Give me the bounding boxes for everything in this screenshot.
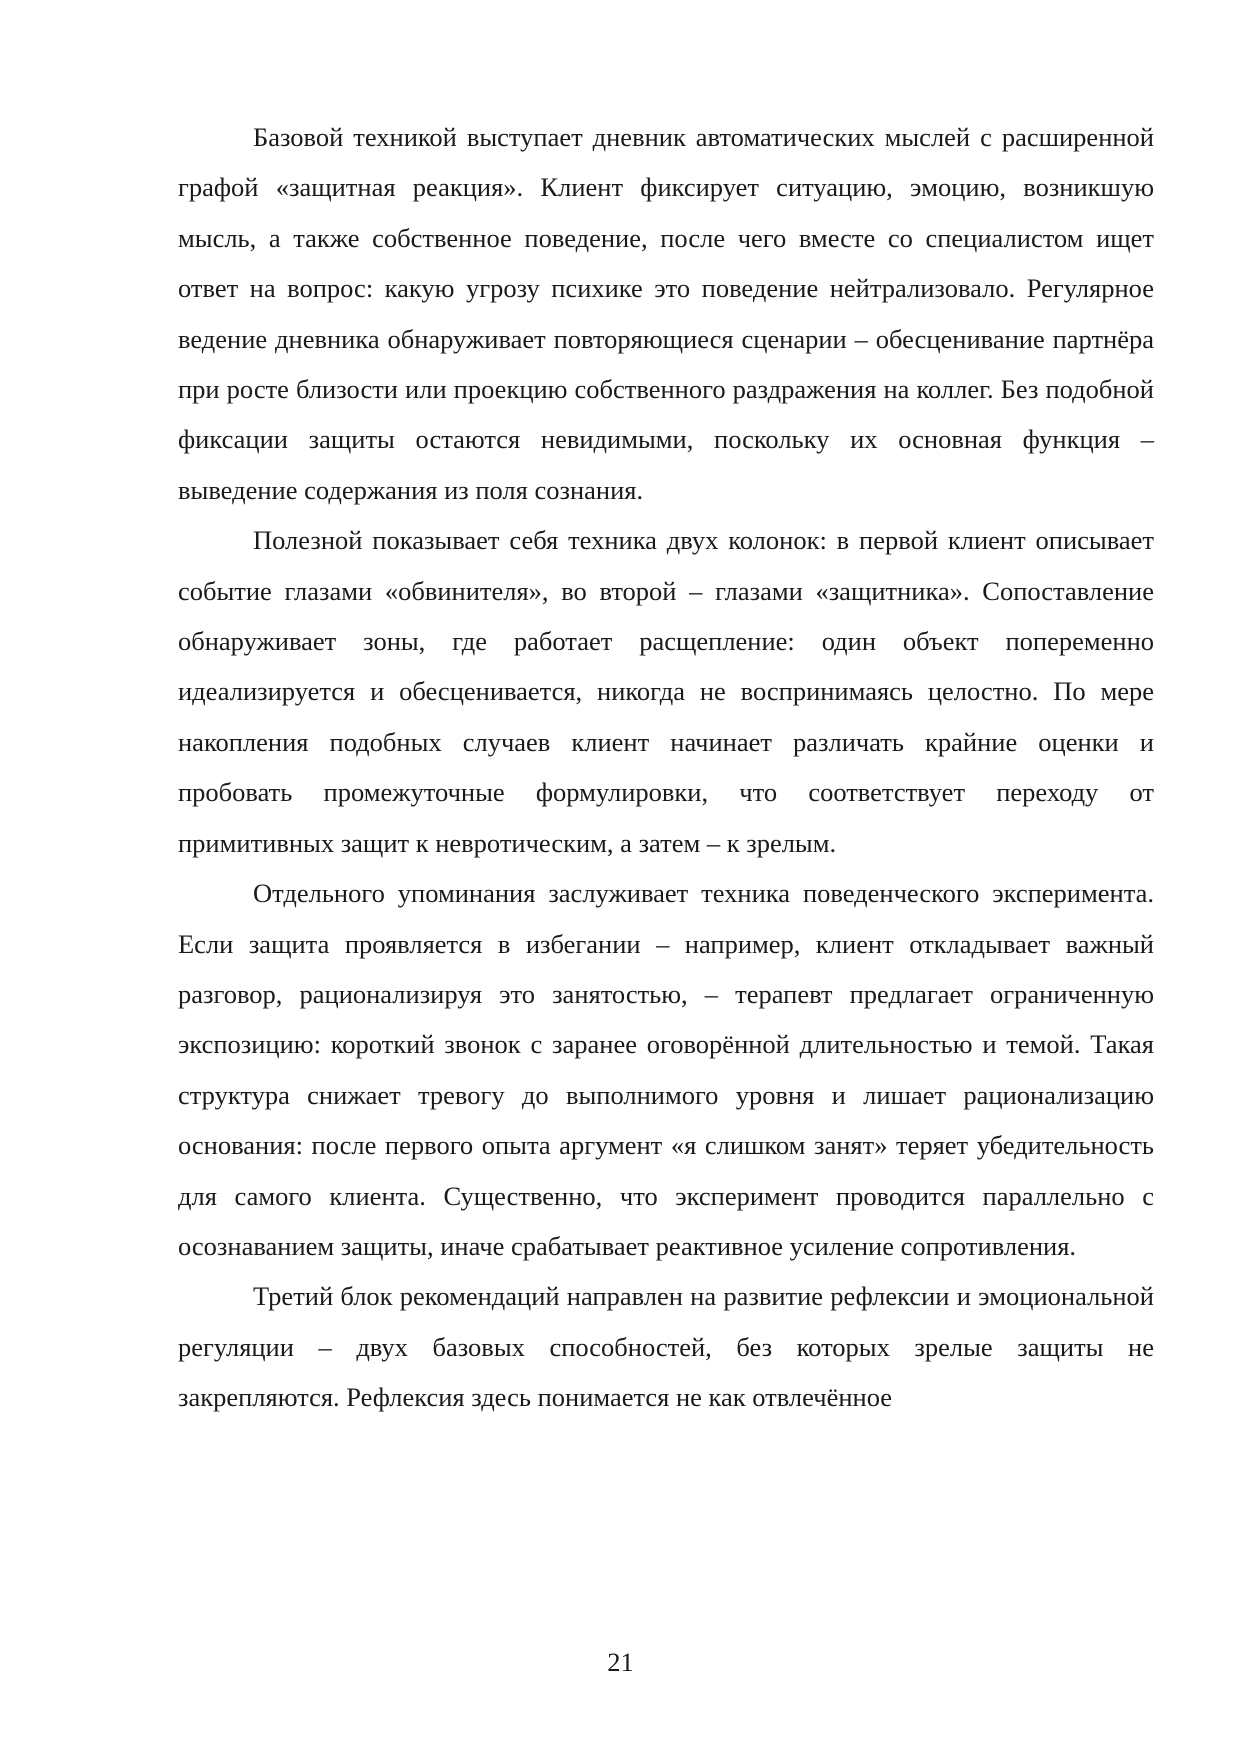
paragraph-1: Базовой техникой выступает дневник автоматических мыслей с расширенной графой «защитная реакция». Клиент фиксирует ситуацию, эмоцию, возникшую мысль, а также собственное поведение, после чего вместе со специалистом ищет ответ на вопрос: какую угрозу психике это поведение нейтрализовало. Регулярное ведение дневника обнаруживает повторяющиеся сценарии – обесценивание партнёра при росте близости или проекцию собственного раздражения на коллег. Без подобной фиксации защиты остаются невидимыми, поскольку их основная функция – выведение содержания из поля сознания.	[178, 122, 1154, 505]
paragraph-4: Третий блок рекомендаций направлен на развитие рефлексии и эмоциональной регуляции – двух базовых способностей, без которых зрелые защиты не закрепляются. Рефлексия здесь понимается не как отвлечённое	[178, 1281, 1154, 1413]
paragraph-3: Отдельного упоминания заслуживает техника поведенческого эксперимента. Если защита проявляется в избегании – например, клиент откладывает важный разговор, рационализируя это занятостью, – терапевт предлагает ограниченную экспозицию: короткий звонок с заранее оговорённой длительностью и темой. Такая структура снижает тревогу до выполнимого уровня и лишает рационализацию основания: после первого опыта аргумент «я слишком занят» теряет убедительность для самого клиента. Существенно, что эксперимент проводится параллельно с осознаванием защиты, иначе срабатывает реактивное усиление сопротивления.	[178, 878, 1154, 1261]
document-body	[178, 112, 1154, 1423]
page-number: 21	[607, 1647, 634, 1677]
paragraph-2: Полезной показывает себя техника двух колонок: в первой клиент описывает событие глазами «обвинителя», во второй – глазами «защитника». Сопоставление обнаруживает зоны, где работает расщепление: один объект попеременно идеализируется и обесценивается, никогда не воспринимаясь целостно. По мере накопления подобных случаев клиент начинает различать крайние оценки и пробовать промежуточные формулировки, что соответствует переходу от примитивных защит к невротическим, а затем – к зрелым.	[178, 525, 1154, 858]
